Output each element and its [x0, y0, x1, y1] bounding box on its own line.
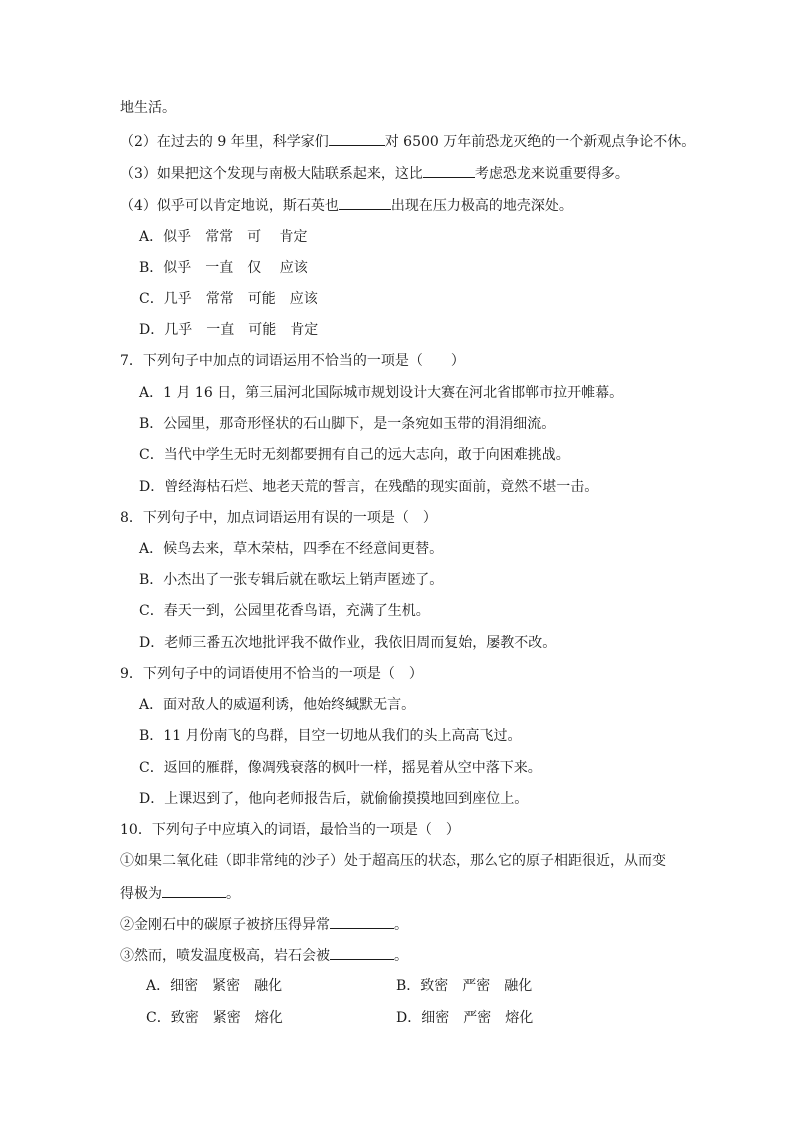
prev-option-a: A．似乎 常常 可 肯定 — [139, 229, 308, 245]
q10-sentence-1-cont — [120, 883, 240, 904]
q10-stem: 10．下列句子中应填入的词语，最恰当的一项是（ ） — [120, 822, 460, 838]
fill-blank — [330, 945, 394, 960]
q10-option-d: D．细密 严密 熔化 — [396, 1010, 534, 1026]
q7-option-c: C．当代中学生无时无刻都要拥有自己的远大志向，敢于向困难挑战。 — [139, 447, 570, 463]
prev-question-item-2 — [120, 131, 695, 152]
item-text: （4）似乎可以肯定地说，斯石英也 — [120, 198, 339, 214]
q7-option-a: A．1 月 16 日，第三届河北国际城市规划设计大赛在河北省邯郸市拉开帷幕。 — [139, 385, 624, 401]
sentence-text: 。 — [226, 886, 240, 902]
fill-blank — [162, 883, 226, 898]
q9-option-d: D．上课迟到了，他向老师报告后，就偷偷摸摸地回到座位上。 — [139, 791, 529, 807]
q10-option-c: C．致密 紧密 熔化 — [146, 1010, 283, 1026]
q8-option-b: B．小杰出了一张专辑后就在歌坛上销声匿迹了。 — [139, 572, 444, 588]
fill-blank — [329, 131, 385, 146]
q8-option-c: C．春天一到，公园里花香鸟语，充满了生机。 — [139, 603, 430, 619]
q9-option-a: A．面对敌人的威逼利诱，他始终缄默无言。 — [139, 697, 416, 713]
q10-option-a: A．细密 紧密 融化 — [146, 978, 283, 994]
q9-stem: 9．下列句子中的词语使用不恰当的一项是（ ） — [120, 666, 423, 682]
item-text: 出现在压力极高的地壳深处。 — [390, 198, 573, 214]
q10-sentence-2 — [120, 914, 408, 935]
q9-option-b: B．11 月份南飞的鸟群，目空一切地从我们的头上高高飞过。 — [139, 728, 522, 744]
prev-option-d: D．几乎 一直 可能 肯定 — [139, 322, 319, 338]
q8-option-a: A．候鸟去来，草木荣枯，四季在不经意间更替。 — [139, 541, 444, 557]
q7-option-d: D．曾经海枯石烂、地老天荒的誓言，在残酷的现实面前，竟然不堪一击。 — [139, 479, 599, 495]
item-text: 对 6500 万年前恐龙灭绝的一个新观点争论不休。 — [384, 134, 696, 150]
item-text: （3）如果把这个发现与南极大陆联系起来，这比 — [120, 166, 423, 182]
item-text: （2）在过去的 9 年里，科学家们 — [120, 134, 329, 150]
sentence-text: ③然而，喷发温度极高，岩石会被 — [120, 948, 330, 964]
item-text: 考虑恐龙来说重要得多。 — [474, 166, 629, 182]
prev-question-item-4 — [120, 195, 573, 216]
q8-option-d: D．老师三番五次地批评我不做作业，我依旧周而复始，屡教不改。 — [139, 635, 557, 651]
prev-option-c: C．几乎 常常 可能 应该 — [139, 291, 318, 307]
sentence-text: 得极为 — [120, 886, 162, 902]
q10-option-b: B．致密 严密 融化 — [396, 978, 533, 994]
q9-option-c: C．返回的雁群，像凋残衰落的枫叶一样，摇晃着从空中落下来。 — [139, 760, 542, 776]
q8-stem: 8．下列句子中，加点词语运用有误的一项是（ ） — [120, 510, 437, 526]
sentence-text: 。 — [394, 917, 408, 933]
fill-blank — [330, 914, 394, 929]
fill-blank — [423, 163, 475, 178]
q7-option-b: B．公园里，那奇形怪状的石山脚下，是一条宛如玉带的涓涓细流。 — [139, 416, 556, 432]
prev-question-item-3 — [120, 163, 629, 184]
prev-question-continuation: 地生活。 — [120, 100, 176, 116]
prev-option-b: B．似乎 一直 仅 应该 — [139, 260, 308, 276]
fill-blank — [339, 195, 391, 210]
q7-stem: 7．下列句子中加点的词语运用不恰当的一项是（ ） — [120, 353, 465, 369]
q10-sentence-1: ①如果二氧化硅（即非常纯的沙子）处于超高压的状态，那么它的原子相距很近，从而变 — [120, 853, 666, 869]
sentence-text: 。 — [394, 948, 408, 964]
q10-sentence-3 — [120, 945, 408, 966]
sentence-text: ②金刚石中的碳原子被挤压得异常 — [120, 917, 330, 933]
